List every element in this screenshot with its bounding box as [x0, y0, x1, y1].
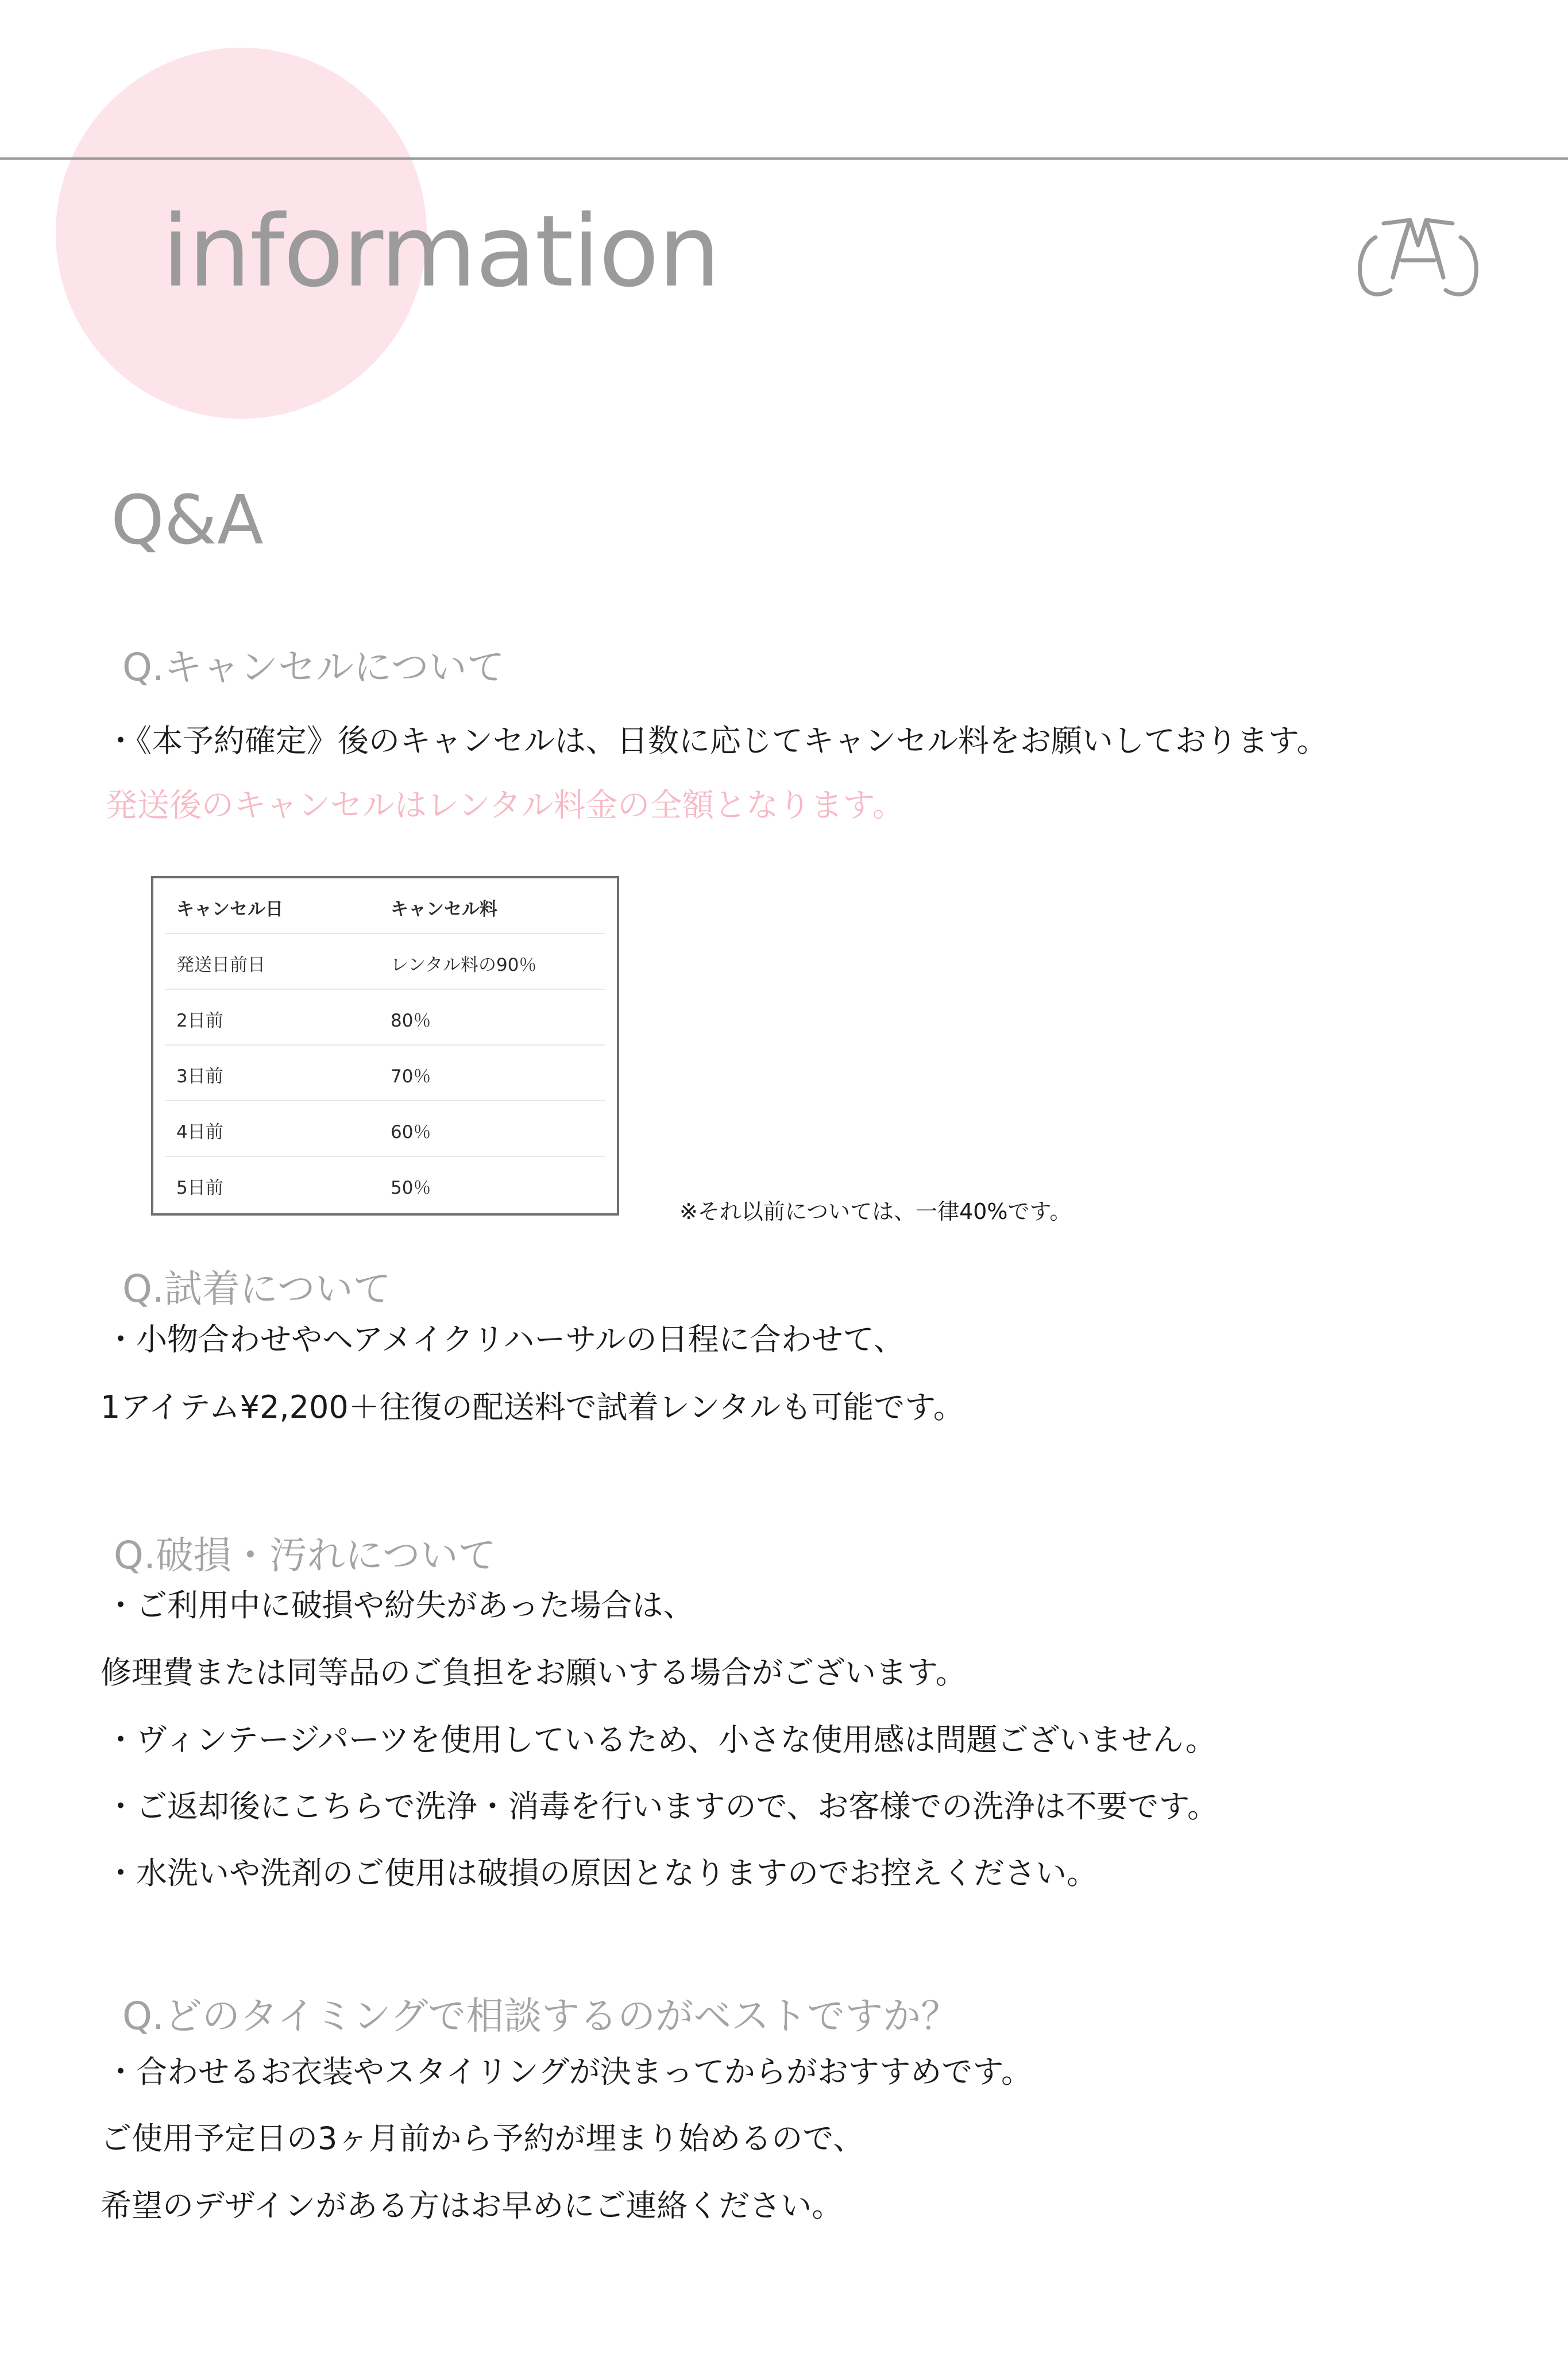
damage-question: Q.破損・汚れについて	[114, 1533, 496, 1577]
table-row	[165, 1157, 605, 1212]
table-row	[165, 934, 605, 990]
table-header-row	[165, 878, 605, 934]
qa-heading: Q&A	[111, 480, 264, 560]
damage-text-3: ・ヴィンテージパーツを使用しているため、小さな使用感は問題ございません。	[105, 1722, 1216, 1758]
table-header-cell: キャンセル日	[176, 899, 283, 920]
table-cell: レンタル料の90％	[391, 955, 537, 975]
table-header-cell: キャンセル料	[391, 899, 497, 920]
damage-text-1: ・ご利用中に破損や紛失があった場合は、	[105, 1587, 694, 1623]
table-row	[165, 990, 605, 1046]
table-cell: 2日前	[176, 1010, 223, 1031]
table-cell: 発送日前日	[176, 955, 265, 975]
cancel-question: Q.キャンセルについて	[122, 645, 505, 689]
table-row	[165, 1046, 605, 1101]
table-cell: 80％	[391, 1010, 431, 1031]
table-cell: 70％	[391, 1066, 431, 1087]
timing-text-3: 希望のデザインがある方はお早めにご連絡ください。	[101, 2188, 843, 2224]
table-cell: 4日前	[176, 1122, 223, 1143]
fitting-text-1: ・小物合わせやヘアメイクリハーサルの日程に合わせて、	[105, 1321, 905, 1357]
cancel-text-2: 発送後のキャンセルはレンタル料金の全額となります。	[105, 787, 905, 824]
fitting-text-2: 1アイテム¥2,200＋往復の配送料で試着レンタルも可能です。	[101, 1389, 964, 1425]
fitting-question: Q.試着について	[122, 1267, 391, 1311]
cancel-note: ※それ以前については、一律40%です。	[679, 1199, 1072, 1224]
cancel-fee-table	[151, 876, 619, 1216]
damage-text-4: ・ご返却後にこちらで洗浄・消毒を行いますので、お客様での洗浄は不要です。	[105, 1788, 1219, 1824]
table-cell: 3日前	[176, 1066, 223, 1087]
timing-text-2: ご使用予定日の3ヶ月前から予約が埋まり始めるので、	[101, 2120, 864, 2157]
timing-question: Q.どのタイミングで相談するのがベストですか？	[122, 1994, 959, 2038]
table-cell: 5日前	[176, 1178, 223, 1198]
cancel-text-1: ・《本予約確定》後のキャンセルは、日数に応じてキャンセル料をお願いしております。	[105, 723, 1328, 759]
table-cell: 50％	[391, 1178, 431, 1198]
header-divider	[0, 157, 1568, 160]
table-row	[165, 1101, 605, 1157]
damage-text-2: 修理費または同等品のご負担をお願いする場合がございます。	[101, 1654, 967, 1691]
monogram-logo-icon	[1353, 210, 1484, 299]
page-title: information	[162, 194, 720, 309]
damage-text-5: ・水洗いや洗剤のご使用は破損の原因となりますのでお控えください。	[105, 1855, 1098, 1891]
timing-text-1: ・合わせるお衣装やスタイリングが決まってからがおすすめです。	[105, 2054, 1033, 2090]
table-cell: 60％	[391, 1122, 431, 1143]
